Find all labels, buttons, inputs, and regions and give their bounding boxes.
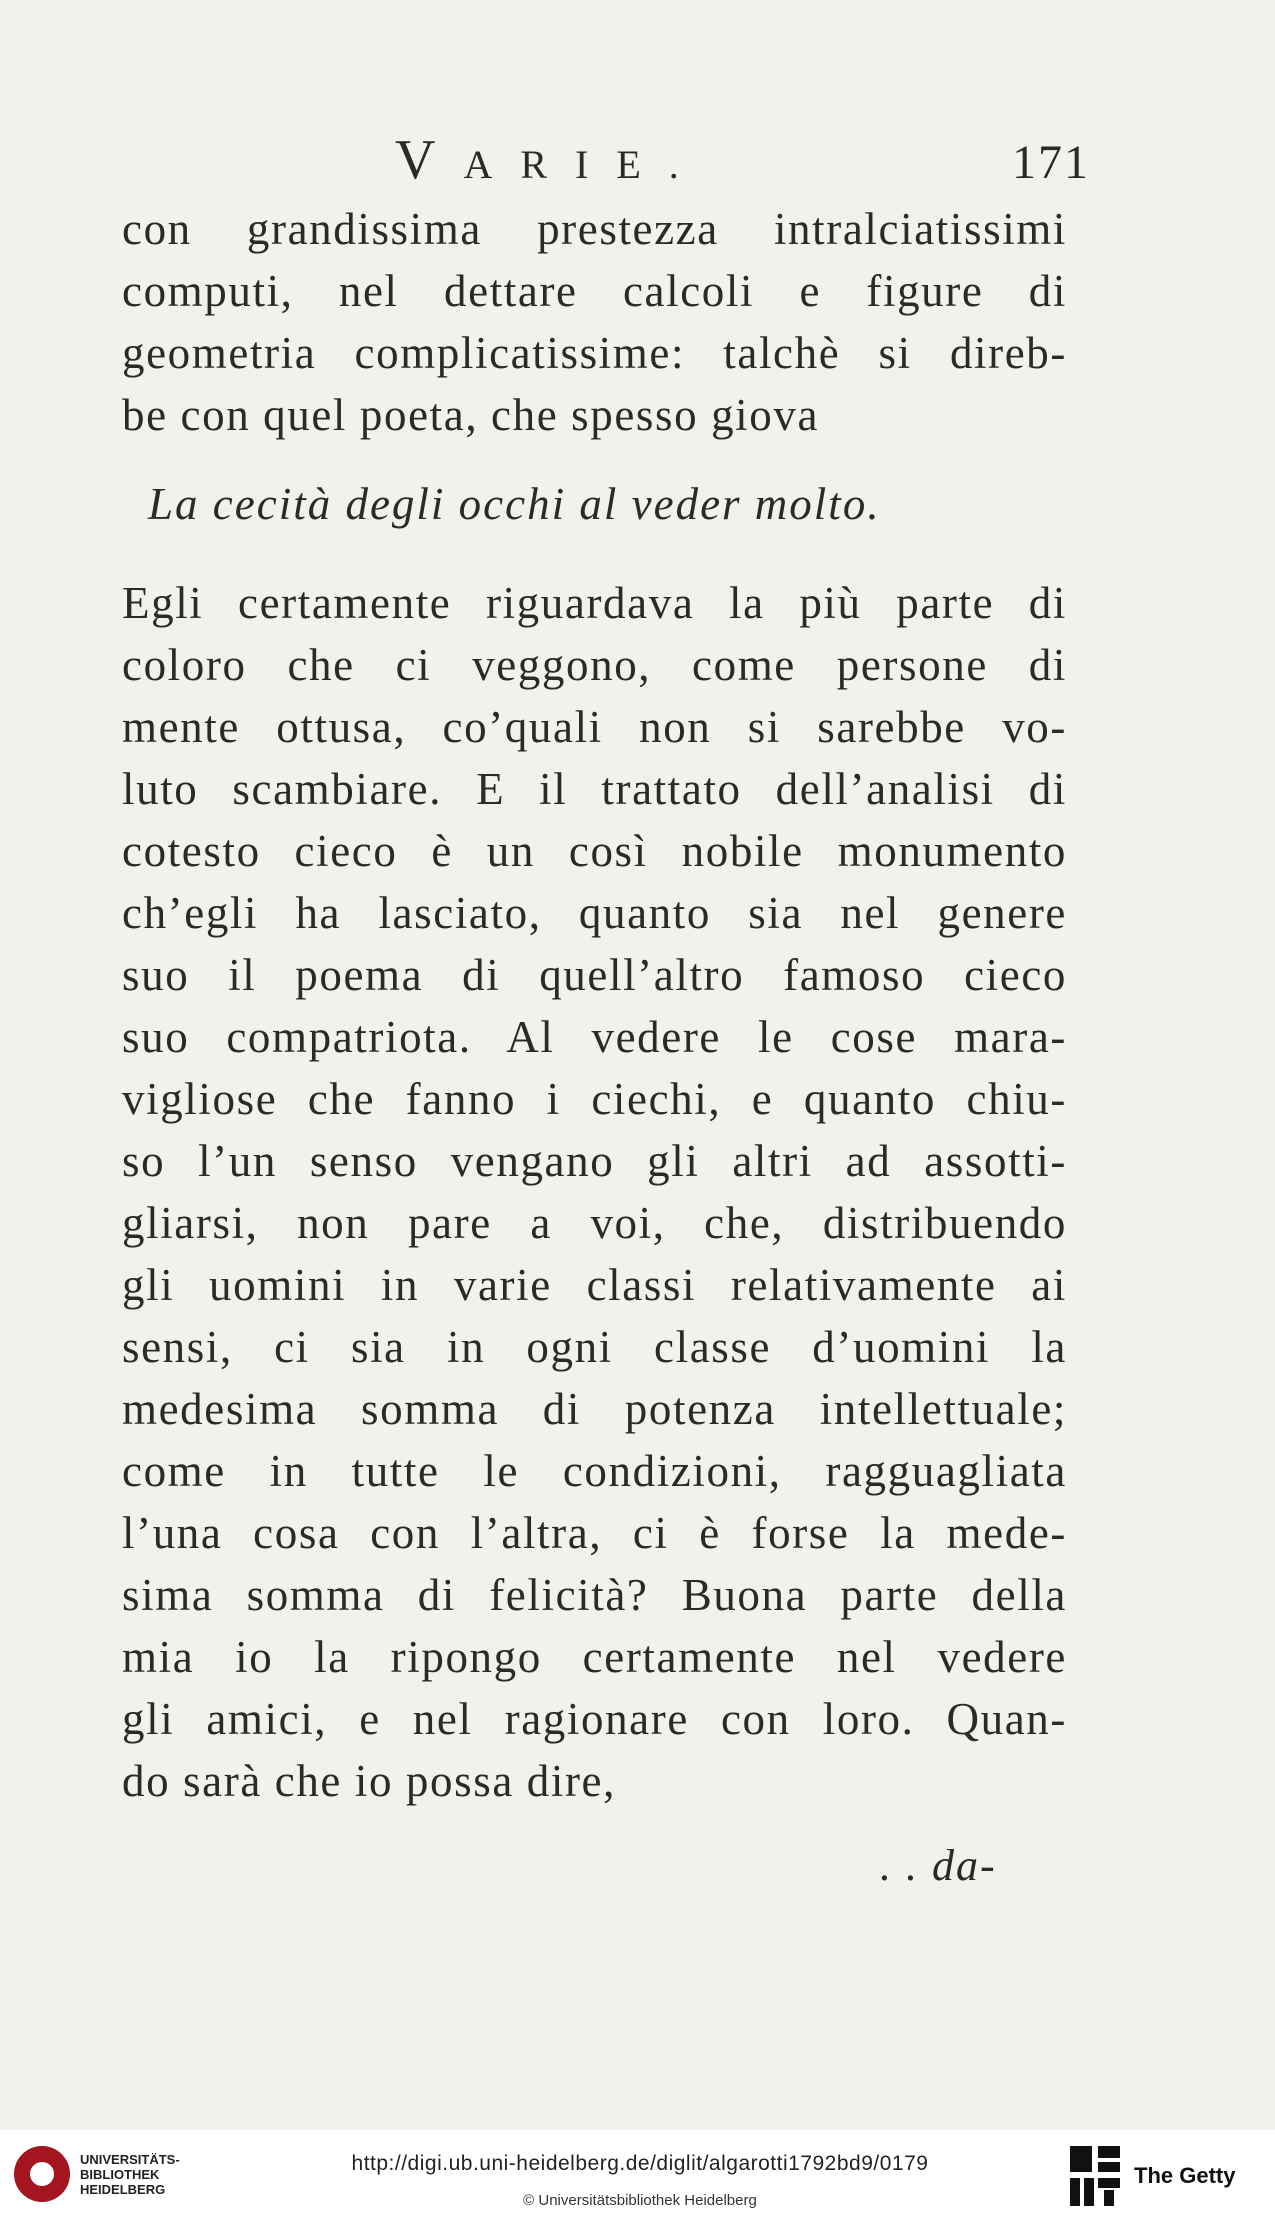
copyright-notice: © Universitätsbibliothek Heidelberg <box>523 2192 757 2209</box>
text-line: computi, nel dettare calcoli e figure di <box>122 266 1067 316</box>
text-line: cotesto cieco è un così nobile monumento <box>122 826 1067 876</box>
text-line: sima somma di felicità? Buona parte della <box>122 1570 1067 1620</box>
text-line: Egli certamente riguardava la più parte di <box>122 578 1067 628</box>
text-line: ch’egli ha lasciato, quanto sia nel genere <box>122 888 1067 938</box>
text-line: l’una cosa con l’altra, ci è forse la mede- <box>122 1508 1067 1558</box>
paragraph-2 <box>122 572 1067 1812</box>
text-line: do sarà che io possa dire, <box>122 1756 616 1806</box>
text-line: gli amici, e nel ragionare con loro. Quan- <box>122 1694 1067 1744</box>
running-head-title: VARIE. <box>395 129 707 191</box>
page-number: 171 <box>1012 136 1090 189</box>
library-logo[interactable] <box>14 2146 180 2202</box>
viewer-footer <box>0 2130 1275 2224</box>
text-line: geometria complicatissime: talchè si direb- <box>122 328 1067 378</box>
text-line: so l’un senso vengano gli altri ad assotti- <box>122 1136 1067 1186</box>
text-line: coloro che ci veggono, come persone di <box>122 640 1067 690</box>
running-head <box>395 128 1090 192</box>
library-name <box>80 2152 180 2197</box>
university-seal-icon <box>14 2146 70 2202</box>
library-name-line: BIBLIOTHEK <box>80 2166 160 2182</box>
library-name-line: UNIVERSITÄTS- <box>80 2151 180 2167</box>
catchword: . . da- <box>880 1841 997 1890</box>
getty-logo[interactable] <box>1070 2146 1235 2206</box>
text-line: sensi, ci sia in ogni classe d’uomini la <box>122 1322 1067 1372</box>
verse-quotation: La cecità degli occhi al veder molto. <box>148 479 881 529</box>
text-line: suo il poema di quell’altro famoso cieco <box>122 950 1067 1000</box>
text-line: gliarsi, non pare a voi, che, distribuendo <box>122 1198 1067 1248</box>
page-url-link[interactable]: http://digi.ub.uni-heidelberg.de/diglit/algarotti1792bd9/0179 <box>351 2152 929 2175</box>
text-line: con grandissima prestezza intralciatissimi <box>122 204 1067 254</box>
text-line: vigliose che fanno i ciechi, e quanto chiu- <box>122 1074 1067 1124</box>
text-line: medesima somma di potenza intellettuale; <box>122 1384 1067 1434</box>
getty-brand-name: The Getty <box>1134 2163 1236 2188</box>
text-line: come in tutte le condizioni, ragguagliata <box>122 1446 1067 1496</box>
text-line: gli uomini in varie classi relativamente ai <box>122 1260 1067 1310</box>
text-line: mia io la ripongo certamente nel vedere <box>122 1632 1067 1682</box>
text-line: luto scambiare. E il trattato dell’analisi di <box>122 764 1067 814</box>
library-name-line: HEIDELBERG <box>80 2181 166 2197</box>
getty-mark-icon <box>1070 2146 1120 2206</box>
paragraph-1 <box>122 198 1067 446</box>
text-line: mente ottusa, co’quali non si sarebbe vo- <box>122 702 1067 752</box>
text-line: be con quel poeta, che spesso giova <box>122 390 820 440</box>
text-line: suo compatriota. Al vedere le cose mara- <box>122 1012 1067 1062</box>
